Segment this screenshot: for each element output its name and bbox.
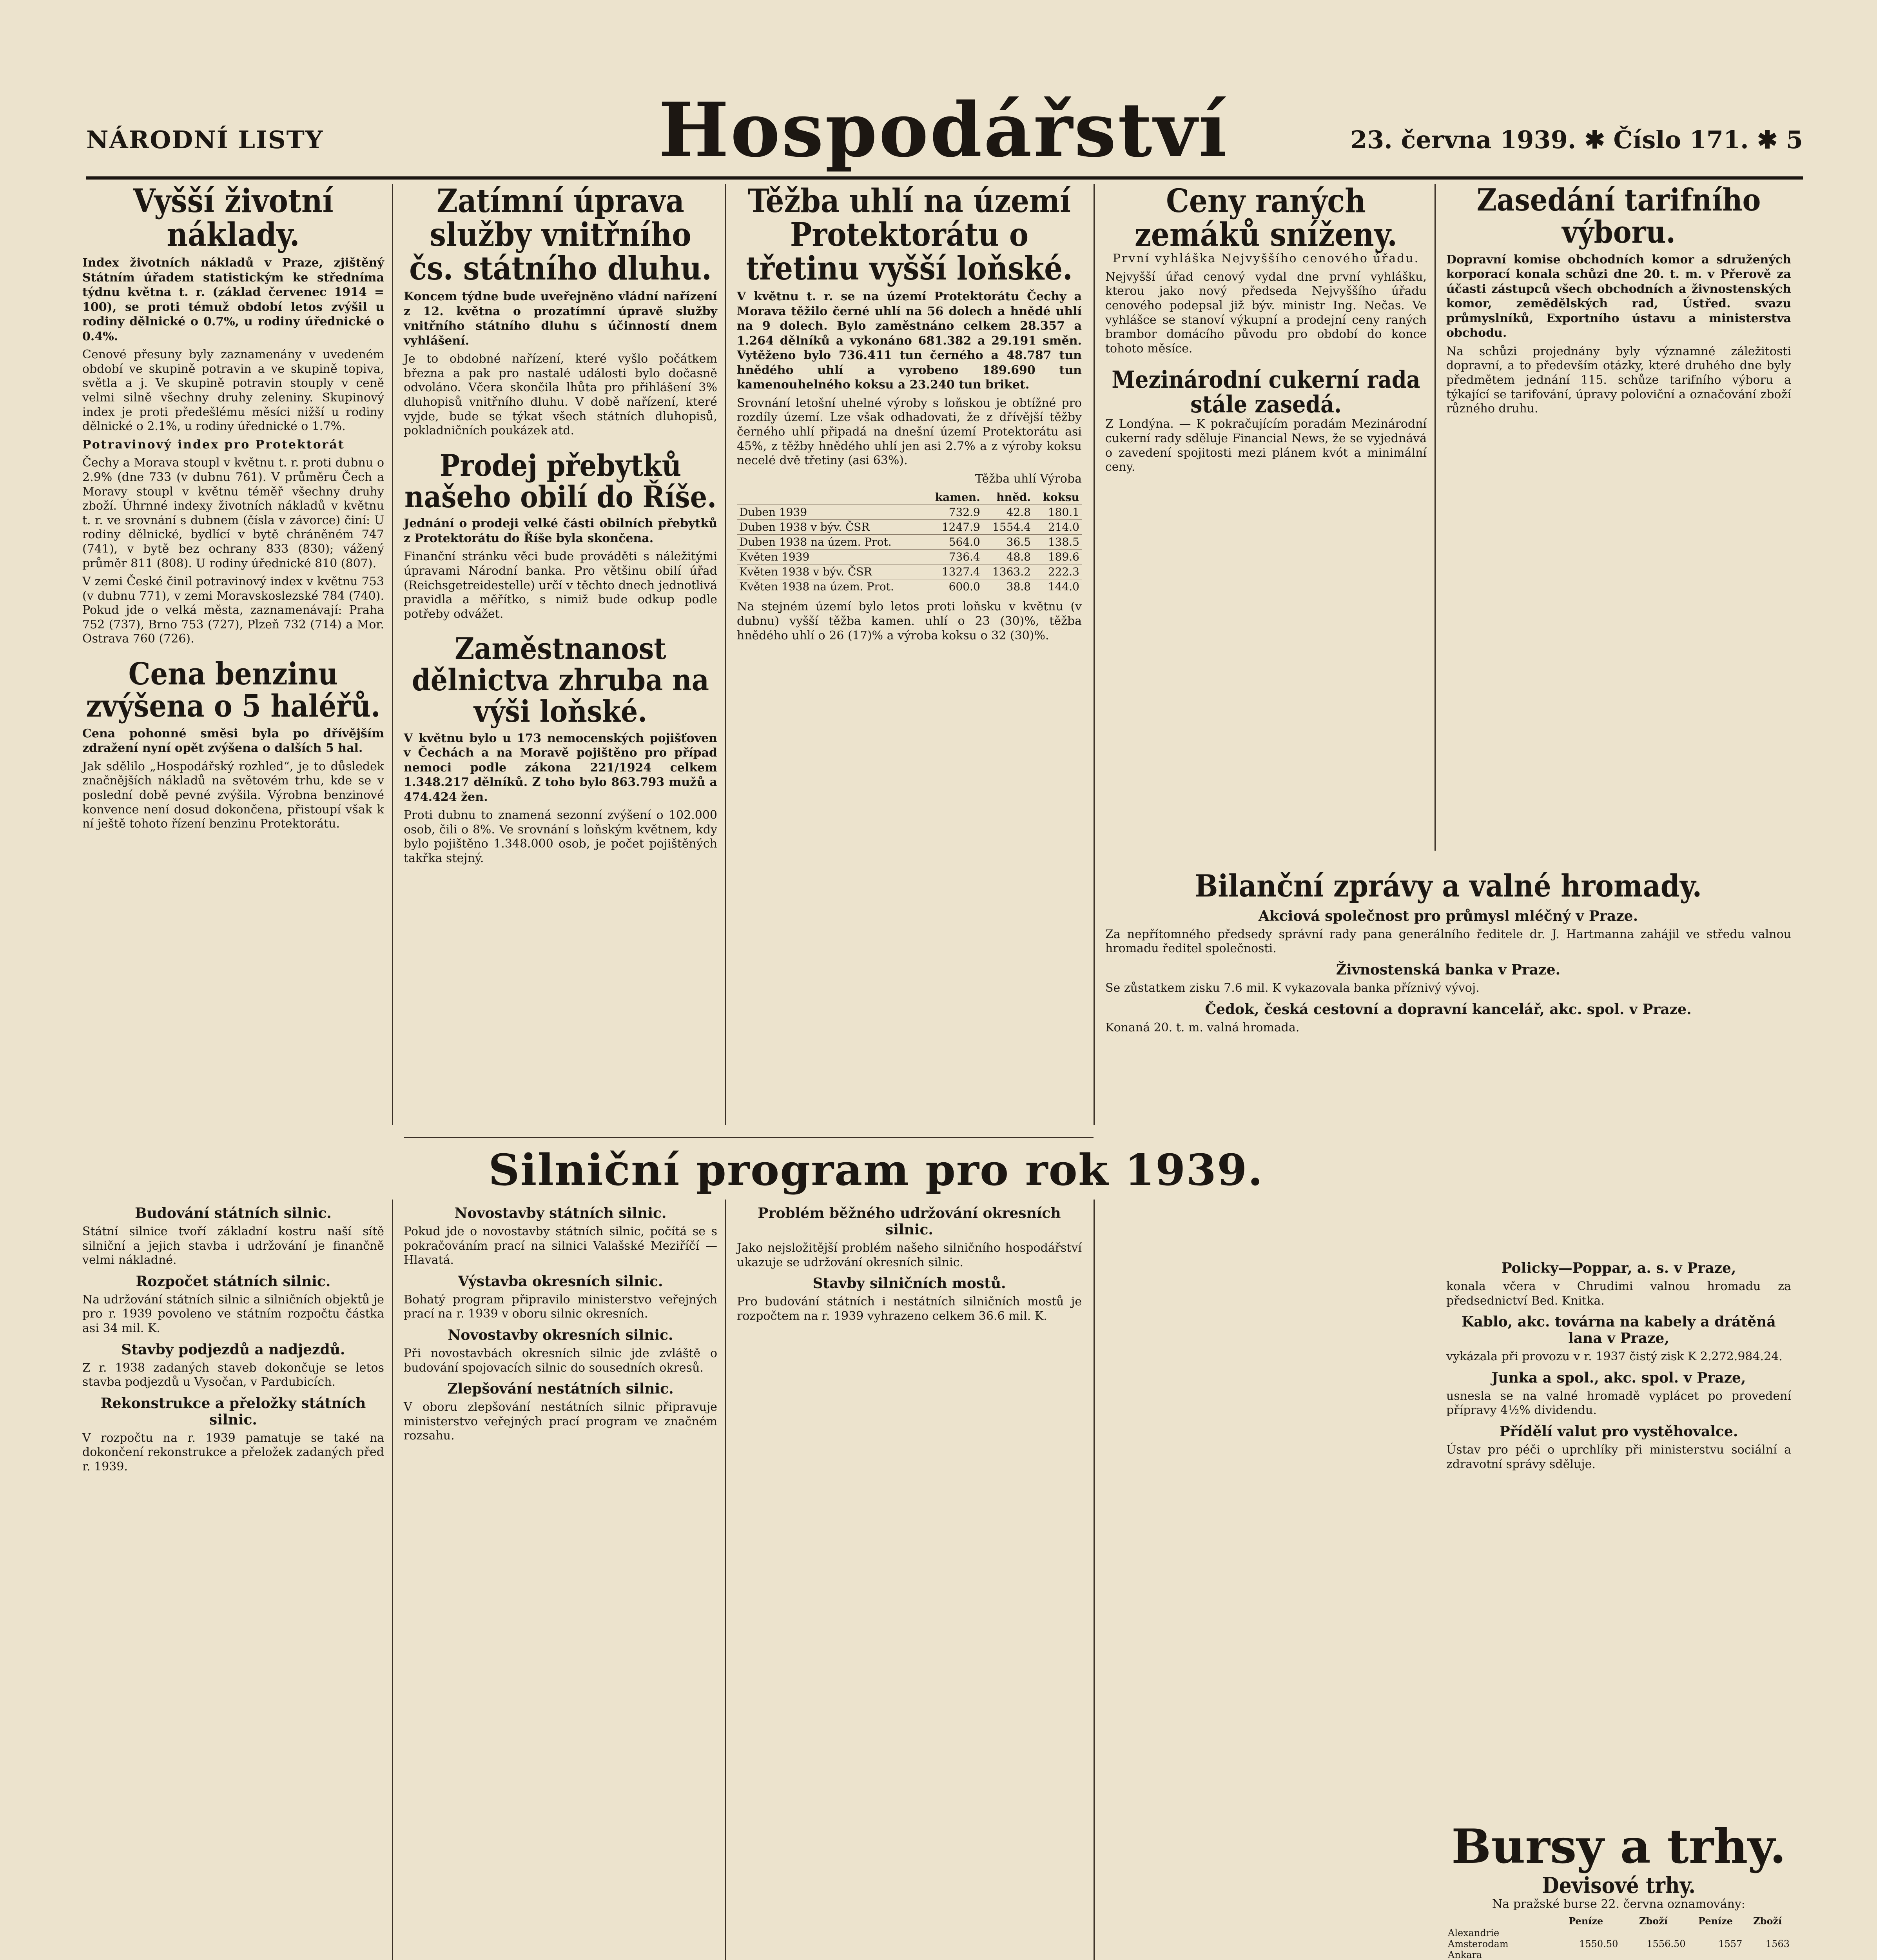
- table-cell: 1327.4: [924, 564, 983, 579]
- article-body: Cenové přesuny byly zaznamenány v uvedeném období ve skupině potravin a ve skupině topiva, světla a j. Ve skupině potravin stouply v ceně velmi silně všechny druhy zeleniny. Skupinový index je proti předešlému měsíci nižší u rodiny dělnické o 2.1%, u rodiny úřednické o 1.7%.: [82, 348, 384, 434]
- article-body: Proti dubnu to znamená sezonní zvýšení o 102.000 osob, čili o 8%. Ve srovnání s loňským květnem, kdy bylo pojištěno 1.348.000 osob, je počet pojištěných takřka stejný.: [404, 808, 717, 866]
- paper-name: NÁRODNÍ LISTY: [86, 125, 324, 154]
- fx-cell: 1556.50: [1647, 1938, 1686, 1950]
- bilance-items: [1105, 908, 1791, 1035]
- road-body: Pokud jde o novostavby státních silnic, počítá se s pokračováním prací na silnici Valašské Meziříčí — Hlavatá.: [404, 1225, 717, 1267]
- road-subheading: Novostavby státních silnic.: [454, 1205, 667, 1221]
- fx-cell: [1744, 1927, 1791, 1938]
- table-row: [737, 579, 1082, 594]
- fx-cell: Amsterodam: [1448, 1938, 1509, 1950]
- article-body: Na stejném území bylo letos proti loňsku v květnu (v dubnu) vyšší těžba kamen. uhlí o 23 (30)%, těžba hnědého uhlí o 26 (17)% a výroba koksu o 32 (30)%.: [737, 600, 1082, 642]
- road-body: Na udržování státních silnic a silničních objektů je pro r. 1939 povoleno ve státním rozpočtu částka asi 34 mil. K.: [82, 1292, 384, 1335]
- report-body: Ústav pro péči o uprchlíky při ministerstvu sociální a zdravotní správy sděluje.: [1446, 1443, 1791, 1471]
- column-divider: [1434, 184, 1436, 851]
- column-divider: [1094, 1200, 1095, 1960]
- fx-cell: [1619, 1949, 1687, 1960]
- road-subheading: Stavby silničních mostů.: [812, 1275, 1006, 1292]
- fx-table: [1446, 1915, 1791, 1960]
- report-body: usnesla se na valné hromadě vyplácet po provedení přípravy 4½% dividendu.: [1446, 1389, 1791, 1417]
- table-cell: 1554.4: [983, 520, 1033, 535]
- devisy-subtitle: Na pražské burse 22. června oznamovány:: [1492, 1897, 1745, 1911]
- article-title: Těžba uhlí na území Protektorátu o třetinu vyšší loňské.: [746, 182, 1073, 288]
- article-title: Zasedání tarifního výboru.: [1476, 182, 1761, 250]
- article-body: Na schůzi projednány byly významné záležitosti dopravní, a to především otázky, které druhého dne byly předmětem jednání 115. schůze tarifního výboru a týkající se tarifování, úpravy poloviční a označování zboží různého druhu.: [1446, 344, 1791, 416]
- section-title: Hospodářství: [658, 86, 1229, 174]
- fx-cell: [1552, 1949, 1619, 1960]
- article-title: Mezinárodní cukerní rada stále zasedá.: [1112, 366, 1420, 419]
- table-header: hněd.: [983, 490, 1033, 505]
- article-lead: Koncem týdne bude uveřejněno vládní nařízení z 12. května o prozatímní úpravě služby vnitřního státního dluhu s účinností dnem vyhlášení.: [404, 290, 717, 348]
- report-body: Za nepřítomného předsedy správní rady pana generálního ředitele dr. J. Hartmanna zahájil ve středu valnou hromadu ředitel společnosti.: [1105, 927, 1791, 956]
- fx-cell: Alexandrie: [1448, 1927, 1500, 1938]
- article-lead: Index životních nákladů v Praze, zjištěný Státním úřadem statistickým ke středníma týdnu května t. r. (základ červenec 1914 = 100), se proti témuž období letos zvýšil u rodiny dělnické o 0.7%, u rodiny úřednické o 0.4%.: [82, 256, 384, 343]
- column-divider: [725, 1200, 726, 1960]
- road-body: Státní silnice tvoří základní kostru naší sítě silniční a jejich stavba i udržování je finančně velmi nákladné.: [82, 1225, 384, 1267]
- fx-header: Zboží: [1639, 1915, 1668, 1927]
- road-subheading: Novostavby okresních silnic.: [448, 1327, 673, 1343]
- article-body: Nejvyšší úřad cenový vydal dne první vyhlášku, kterou jako nový předseda Nejvyššího úřadu cenového podepsal již býv. ministr Ing. Nečas. Ve vyhlášce se stanoví výkupní a prodejní ceny raných brambor domácího původu pro období do konce tohoto měsíce.: [1105, 270, 1427, 356]
- fx-cell: [1744, 1949, 1791, 1960]
- devisy-title: Devisové trhy.: [1542, 1873, 1696, 1898]
- fx-cell: 1557: [1718, 1938, 1743, 1950]
- issue-date: 23. června 1939. ✱ Číslo 171. ✱ 5: [1350, 125, 1803, 154]
- column-divider: [392, 184, 393, 1125]
- fx-row: [1446, 1927, 1791, 1938]
- report-heading: Junka a spol., akc. spol. v Praze,: [1491, 1369, 1746, 1386]
- road-body: Jako nejsložitější problém našeho silničního hospodářství ukazuje se udržování okresních silnic.: [737, 1241, 1082, 1269]
- fx-header: Peníze: [1569, 1915, 1603, 1927]
- article-title: Ceny raných zemáků sníženy.: [1135, 182, 1397, 254]
- report-heading: Policky—Poppar, a. s. v Praze,: [1501, 1260, 1736, 1276]
- bursy-title: Bursy a trhy.: [1451, 1819, 1786, 1874]
- report-body: Se zůstatkem zisku 7.6 mil. K vykazovala banka příznivý vývoj.: [1105, 981, 1480, 995]
- table-cell: 138.5: [1033, 535, 1082, 550]
- article-lead: První vyhláška Nejvyššího cenového úřadu.: [1112, 252, 1420, 266]
- article-body: V zemi České činil potravinový index v květnu 753 (v dubnu 771), v zemi Moravskoslezské 784 (740). Pokud jde o velká města, zaznamenávají: Praha 752 (737), Brno 753 (727), Plzeň 732 (714) a Mor. Ostrava 760 (726).: [82, 575, 384, 646]
- table-cell: Duben 1938 na územ. Prot.: [737, 535, 924, 550]
- fx-row: [1446, 1938, 1791, 1949]
- road-body: V oboru zlepšování nestátních silnic připravuje ministerstvo veřejných prací program ve značném rozsahu.: [404, 1400, 717, 1443]
- road-subheading: Zlepšování nestátních silnic.: [447, 1381, 674, 1397]
- article-body: Je to obdobné nařízení, které vyšlo počátkem března a pak pro nastalé události bylo dočasně odvoláno. Včera skončila lhůta pro přihlášení 3% dluhopisů vnitřního dluhu. V době nařízení, které vyjde, bude se týkat všech státních dluhopisů, pokladničních poukázek atd.: [404, 352, 717, 438]
- section-rule: [404, 1137, 1094, 1138]
- table-cell: 48.8: [983, 550, 1033, 564]
- column-3: [737, 184, 1082, 647]
- article-body: Čechy a Morava stoupl v květnu t. r. proti dubnu o 2.9% (dne 733 (v dubnu 761). V průměru Čech a Moravy stoupl v květnu téměř všechny druhy zboží. Úhrnné indexy životních nákladů v květnu t. r. ve srovnání s dubnem (čísla v závorce) činí: U rodiny dělnické, bydlící v bytě chráněném 747 (741), v bytě bez ochrany 833 (830); vážený průměr 811 (808). U rodiny úřednické 810 (807).: [82, 456, 384, 570]
- article-subhead: Potravinový index pro Protektorát: [82, 437, 345, 452]
- table-caption: Těžba uhlí Výroba: [975, 472, 1082, 486]
- article-title: Prodej přebytků našeho obilí do Říše.: [404, 448, 716, 514]
- road-subheading: Výstavba okresních silnic.: [458, 1273, 663, 1290]
- article-title: Cena benzinu zvýšena o 5 haléřů.: [86, 656, 381, 724]
- fx-cell: [1687, 1949, 1744, 1960]
- report-heading: Čedok, česká cestovní a dopravní kancelář, akc. spol. v Praze.: [1205, 1001, 1692, 1018]
- road-body: Pro budování státních i nestátních silničních mostů je rozpočtem na r. 1939 vyhrazeno celkem 36.6 mil. K.: [737, 1295, 1082, 1323]
- table-cell: 214.0: [1033, 520, 1082, 535]
- fx-header: [1446, 1915, 1552, 1927]
- report-body: Konaná 20. t. m. valná hromada.: [1105, 1020, 1300, 1034]
- table-cell: Květen 1938 na územ. Prot.: [737, 579, 924, 594]
- table-header: koksu: [1033, 490, 1082, 505]
- report-body: konala včera v Chrudimi valnou hromadu za předsednictví Bed. Knitka.: [1446, 1279, 1791, 1308]
- column-2: [404, 184, 717, 870]
- masthead-rule: [86, 176, 1803, 180]
- fx-header: Peníze: [1698, 1915, 1733, 1927]
- article-body: Srovnání letošní uhelné výroby s loňskou je obtížné pro rozdíly území. Lze však odhadovati, že z dřívější těžby černého uhlí připadá na dnešní území Protektorátu asi 45%, z těžby hnědého uhlí jen asi 2.7% a z výroby koksu necelé dvě třetiny (asi 63%).: [737, 396, 1082, 468]
- report-body: vykázala při provozu v r. 1937 čistý zisk K 2.272.984.24.: [1446, 1350, 1783, 1364]
- table-cell: Duben 1938 v býv. ČSR: [737, 520, 924, 535]
- table-cell: 36.5: [983, 535, 1033, 550]
- fx-cell: [1552, 1927, 1619, 1938]
- article-body: Jak sdělilo „Hospodářský rozhled“, je to důsledek značnějších nákladů na světovém trhu, kde se v poslední době pevné zvýšila. Výrobna benzinové konvence není dosud dokončena, přistoupí však k ní ještě tohoto řízení benzinu Protektorátu.: [82, 759, 384, 831]
- table-cell: 564.0: [924, 535, 983, 550]
- fx-cell: [1687, 1927, 1744, 1938]
- road-body: Při novostavbách okresních silnic jde zvláště o budování spojovacích silnic do sousedních okresů.: [404, 1346, 717, 1375]
- column-5: [1446, 184, 1791, 420]
- article-title: Vyšší životní náklady.: [133, 182, 334, 254]
- table-row: [737, 535, 1082, 550]
- table-cell: 180.1: [1033, 505, 1082, 520]
- table-cell: 1363.2: [983, 564, 1033, 579]
- road-subheading: Rekonstrukce a přeložky státních silnic.: [100, 1395, 366, 1428]
- article-title: Zaměstnanost dělnictva zhruba na výši loňské.: [412, 631, 709, 729]
- fx-cell: 1563: [1765, 1938, 1790, 1950]
- column-divider: [392, 1200, 393, 1960]
- table-cell: 222.3: [1033, 564, 1082, 579]
- article-body: Z Londýna. — K pokračujícím poradám Mezinárodní cukerní rady sděluje Financial News, že se vyjednává o zavedení spojitosti mezi plánem kvót a minimální ceny.: [1105, 417, 1427, 474]
- road-subheading: Rozpočet státních silnic.: [136, 1273, 331, 1290]
- fx-cell: [1619, 1927, 1687, 1938]
- fx-row: [1446, 1949, 1791, 1960]
- article-lead: Cena pohonné směsi byla po dřívějším zdražení nyní opět zvýšena o dalších 5 hal.: [82, 726, 384, 755]
- table-row: [737, 564, 1082, 579]
- bilance-section: [1105, 870, 1791, 1039]
- article-lead: Dopravní komise obchodních komor a sdružených korporací konala schůzi dne 20. t. m. v Přerově za účasti zástupců všech obchodních a živnostenských komor, zemědělských rad, Ústřed. svazu průmyslníků, Exportního ústavu a ministerstva obchodu.: [1446, 252, 1791, 340]
- road-subheading: Problém běžného udržování okresních silnic.: [758, 1205, 1061, 1238]
- column-divider: [725, 184, 726, 1125]
- road-col-1: [82, 1200, 384, 1478]
- table-cell: Květen 1939: [737, 550, 924, 564]
- road-subheading: Stavby podjezdů a nadjezdů.: [121, 1341, 345, 1358]
- table-header: [737, 490, 924, 505]
- table-cell: Duben 1939: [737, 505, 924, 520]
- report-heading: Kablo, akc. továrna na kabely a drátěná lana v Praze,: [1462, 1314, 1776, 1347]
- section-title: Bilanční zprávy a valné hromady.: [1194, 868, 1702, 904]
- table-cell: 600.0: [924, 579, 983, 594]
- table-cell: 736.4: [924, 550, 983, 564]
- big-headline: Silniční program pro rok 1939.: [488, 1145, 1264, 1195]
- table-row: [737, 505, 1082, 520]
- article-lead: V květnu t. r. se na území Protektorátu Čechy a Morava těžilo černé uhlí na 56 dolech a hnědé uhlí na 9 dolech. Bylo zaměstnáno celkem 28.357 a 1.264 dělníků a vykonáno 681.382 a 29.191 směn. Vytěženo bylo 736.411 tun černého a 48.787 tun hnědého uhlí a vyrobeno 189.690 tun kamenouhelného koksu a 23.240 tun briket.: [737, 290, 1082, 392]
- table-cell: 189.6: [1033, 550, 1082, 564]
- table-cell: 42.8: [983, 505, 1033, 520]
- column-divider: [1094, 184, 1095, 1125]
- road-body: Z r. 1938 zadaných staveb dokončuje se letos stavba podjezdů u Vysočan, v Pardubicích.: [82, 1361, 384, 1389]
- coal-table: [737, 490, 1082, 594]
- fx-cell: Ankara: [1448, 1949, 1482, 1960]
- report-heading: Živnostenská banka v Praze.: [1336, 962, 1561, 978]
- table-cell: 732.9: [924, 505, 983, 520]
- fx-cell: 1550.50: [1579, 1938, 1618, 1950]
- table-row: [737, 520, 1082, 535]
- road-col-3: [737, 1200, 1082, 1327]
- article-body: Finanční stránku věci bude prováděti s náležitými úpravami Národní banka. Pro většinu obilí úřad (Reichsgetreidestelle) určí v těchto dnech jednotlivá pravidla a měřítko, s nimiž bude odkup podle potřeby odvážet.: [404, 550, 717, 621]
- road-subheading: Budování státních silnic.: [135, 1205, 332, 1221]
- table-cell: 38.8: [983, 579, 1033, 594]
- report-heading: Přídělí valut pro vystěhovalce.: [1499, 1423, 1738, 1440]
- road-col-2: [404, 1200, 717, 1447]
- table-header: kamen.: [924, 490, 983, 505]
- table-row: [737, 550, 1082, 564]
- right-lower: [1446, 1254, 1791, 1475]
- bursy-section: [1446, 1819, 1791, 1960]
- article-title: Zatímní úprava služby vnitřního čs. státního dluhu.: [409, 182, 712, 288]
- table-cell: 1247.9: [924, 520, 983, 535]
- column-1: [82, 184, 384, 835]
- fx-header: Zboží: [1753, 1915, 1782, 1927]
- table-cell: 144.0: [1033, 579, 1082, 594]
- road-body: V rozpočtu na r. 1939 pamatuje se také na dokončení rekonstrukce a přeložek zadaných před r. 1939.: [82, 1431, 384, 1474]
- column-4: [1105, 184, 1427, 479]
- report-heading: Akciová společnost pro průmysl mléčný v Praze.: [1258, 907, 1638, 924]
- masthead: [78, 78, 1803, 180]
- article-lead: Jednání o prodeji velké části obilních přebytků z Protektorátu do Říše byla skončena.: [404, 517, 717, 545]
- road-body: Bohatý program připravilo ministerstvo veřejných prací na r. 1939 v oboru silnic okresních.: [404, 1292, 717, 1321]
- table-cell: Květen 1938 v býv. ČSR: [737, 564, 924, 579]
- article-lead: V květnu bylo u 173 nemocenských pojišťoven v Čechách a na Moravě pojištěno pro případ nemoci podle zákona 221/1924 celkem 1.348.217 dělníků. Z toho bylo 863.793 mužů a 474.424 žen.: [404, 731, 717, 804]
